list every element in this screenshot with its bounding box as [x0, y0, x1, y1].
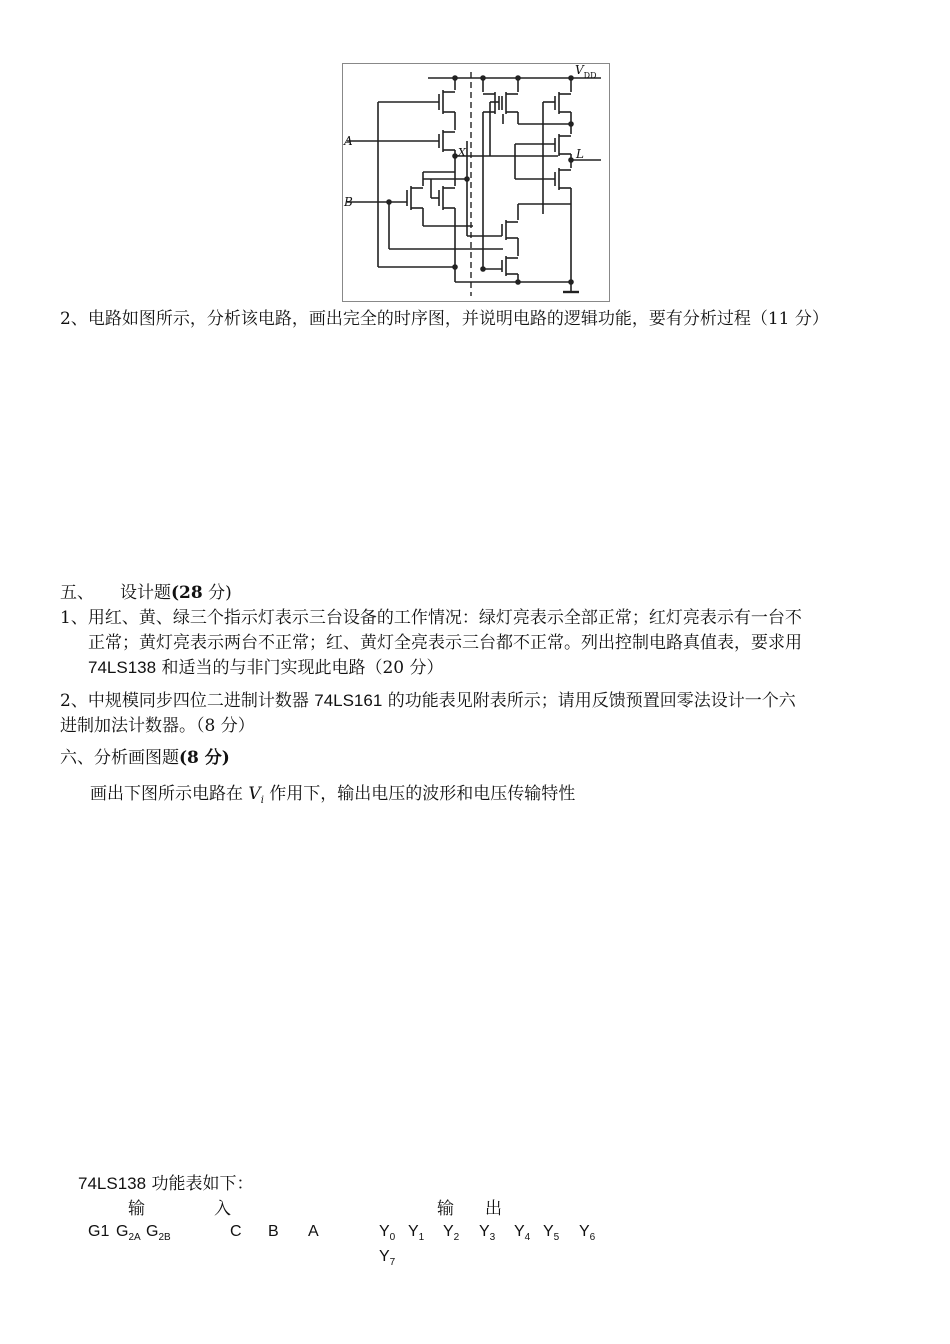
output-header-2: 出: [485, 1199, 502, 1219]
input-a-label: A: [344, 134, 353, 148]
question-4-2: 2、电路如图所示，分析该电路，画出完全的时序图，并说明电路的逻辑功能，要有分析过程（11 分）: [60, 309, 829, 329]
section-6-heading: 六、分析画图题(8 分): [60, 748, 230, 768]
col-y1: $Y_1$: [408, 1223, 425, 1243]
col-y6: $Y_6$: [579, 1223, 596, 1243]
circuit-schematic: [343, 64, 609, 301]
cmos-circuit-figure: [342, 63, 610, 302]
col-a: A: [308, 1223, 319, 1240]
output-l-label: L: [576, 147, 584, 161]
section-5-q2-line2: 进制加法计数器。（8 分）: [60, 716, 255, 736]
col-y7: $Y_7$: [379, 1248, 396, 1268]
table-caption: 74LS138 功能表如下：: [78, 1174, 254, 1194]
section-5-q1-line1: 1、用红、黄、绿三个指示灯表示三台设备的工作情况：绿灯亮表示全部正常；红灯亮表示有一台不: [60, 608, 802, 628]
col-y2: $Y_2$: [443, 1223, 460, 1243]
section-5-q1-line2: 正常；黄灯亮表示两台不正常；红、黄灯全亮表示三台都不正常。列出控制电路真值表，要求用: [88, 633, 802, 653]
col-g2a: $G_{2A}$: [116, 1223, 141, 1243]
output-header-1: 输: [437, 1199, 454, 1219]
col-c: C: [230, 1223, 242, 1240]
col-y0: $Y_0$: [379, 1223, 396, 1243]
input-header-2: 入: [214, 1199, 231, 1219]
node-x-label: X: [458, 146, 466, 159]
col-g2b: $G_{2B}$: [146, 1223, 171, 1243]
col-y5: $Y_5$: [543, 1223, 560, 1243]
col-g1: G1: [88, 1223, 110, 1240]
vdd-label: $V_{DD}$: [575, 63, 597, 80]
col-b: B: [268, 1223, 279, 1240]
section-5-q2-line1: 2、中规模同步四位二进制计数器 74LS161 的功能表见附表所示；请用反馈预置回零法设计一个六: [60, 691, 796, 711]
section-6-body: 画出下图所示电路在 $V_i$ 作用下，输出电压的波形和电压传输特性: [90, 784, 576, 806]
input-header-1: 输: [128, 1199, 145, 1219]
col-y4: $Y_4$: [514, 1223, 531, 1243]
input-b-label: B: [344, 195, 353, 209]
section-5-heading: 五、 设计题(28 分): [60, 583, 232, 603]
section-5-q1-line3: 74LS138 和适当的与非门实现此电路（20 分）: [88, 658, 444, 678]
col-y3: $Y_3$: [479, 1223, 496, 1243]
